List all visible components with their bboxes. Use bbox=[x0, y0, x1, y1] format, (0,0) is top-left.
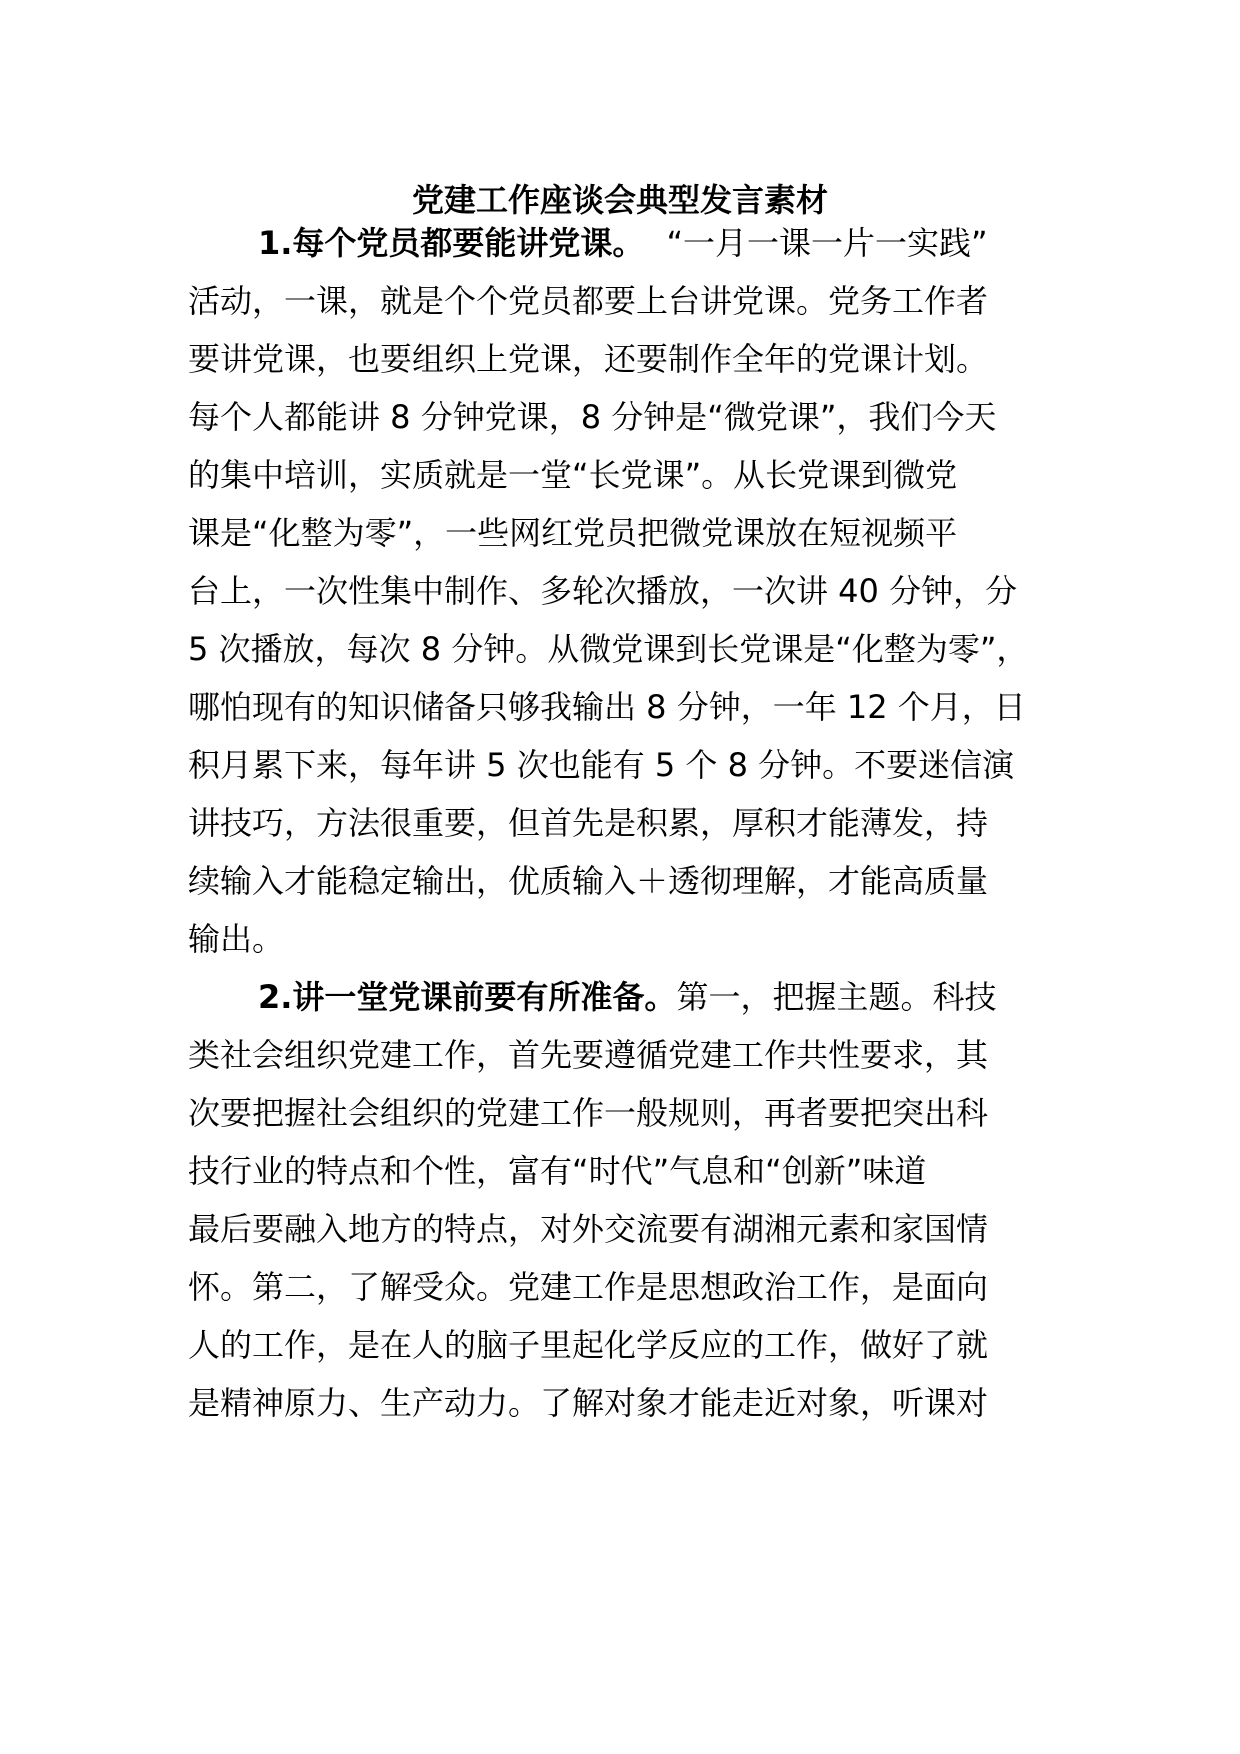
section-1-line-7: 5 次播放，每次 8 分钟。从微党课到长党课是“化整为零”， bbox=[188, 630, 1029, 668]
section-1-line-5: 课是“化整为零”，一些网红党员把微党课放在短视频平 bbox=[188, 514, 958, 552]
section-2-line-2: 次要把握社会组织的党建工作一般规则，再者要把突出科 bbox=[188, 1094, 989, 1132]
section-2-heading: 2.讲一堂党课前要有所准备。 bbox=[258, 978, 677, 1016]
section-1-line-2: 要讲党课，也要组织上党课，还要制作全年的党课计划。 bbox=[188, 340, 989, 378]
section-1-line-8: 哪怕现有的知识储备只够我输出 8 分钟，一年 12 个月，日 bbox=[188, 688, 1026, 726]
section-1-line-0: “一月一课一片一实践” bbox=[666, 224, 988, 262]
section-1-line-12: 输出。 bbox=[188, 920, 285, 958]
section-1-line-3: 每个人都能讲 8 分钟党课，8 分钟是“微党课”，我们今天 bbox=[188, 398, 997, 436]
section-2-line-7: 是精神原力、生产动力。了解对象才能走近对象，听课对 bbox=[188, 1384, 989, 1422]
section-1-line-4: 的集中培训，实质就是一堂“长党课”。从长党课到微党 bbox=[188, 456, 958, 494]
section-2-line-0: 第一，把握主题。科技 bbox=[676, 978, 997, 1016]
section-1-line-10: 讲技巧，方法很重要，但首先是积累，厚积才能薄发，持 bbox=[188, 804, 989, 842]
section-1-line-1: 活动，一课，就是个个党员都要上台讲党课。党务工作者 bbox=[188, 282, 989, 320]
section-1-line-6: 台上，一次性集中制作、多轮次播放，一次讲 40 分钟，分 bbox=[188, 572, 1018, 610]
section-2-line-1: 类社会组织党建工作，首先要遵循党建工作共性要求，其 bbox=[188, 1036, 989, 1074]
page-title: 党建工作座谈会典型发言素材 bbox=[411, 181, 828, 219]
section-1-heading: 1.每个党员都要能讲党课。 bbox=[258, 224, 645, 262]
section-1-line-11: 续输入才能稳定输出，优质输入＋透彻理解，才能高质量 bbox=[188, 862, 989, 900]
section-2-line-5: 怀。第二，了解受众。党建工作是思想政治工作，是面向 bbox=[188, 1268, 989, 1306]
section-1-line-9: 积月累下来，每年讲 5 次也能有 5 个 8 分钟。不要迷信演 bbox=[188, 746, 1015, 784]
section-1-first-line bbox=[258, 218, 988, 268]
section-2-line-6: 人的工作，是在人的脑子里起化学反应的工作，做好了就 bbox=[188, 1326, 989, 1364]
section-2-first-line bbox=[258, 972, 996, 1022]
section-2-line-4: 最后要融入地方的特点，对外交流要有湖湘元素和家国情 bbox=[188, 1210, 989, 1248]
section-2-line-3: 技行业的特点和个性，富有“时代”气息和“创新”味道 bbox=[188, 1152, 927, 1190]
